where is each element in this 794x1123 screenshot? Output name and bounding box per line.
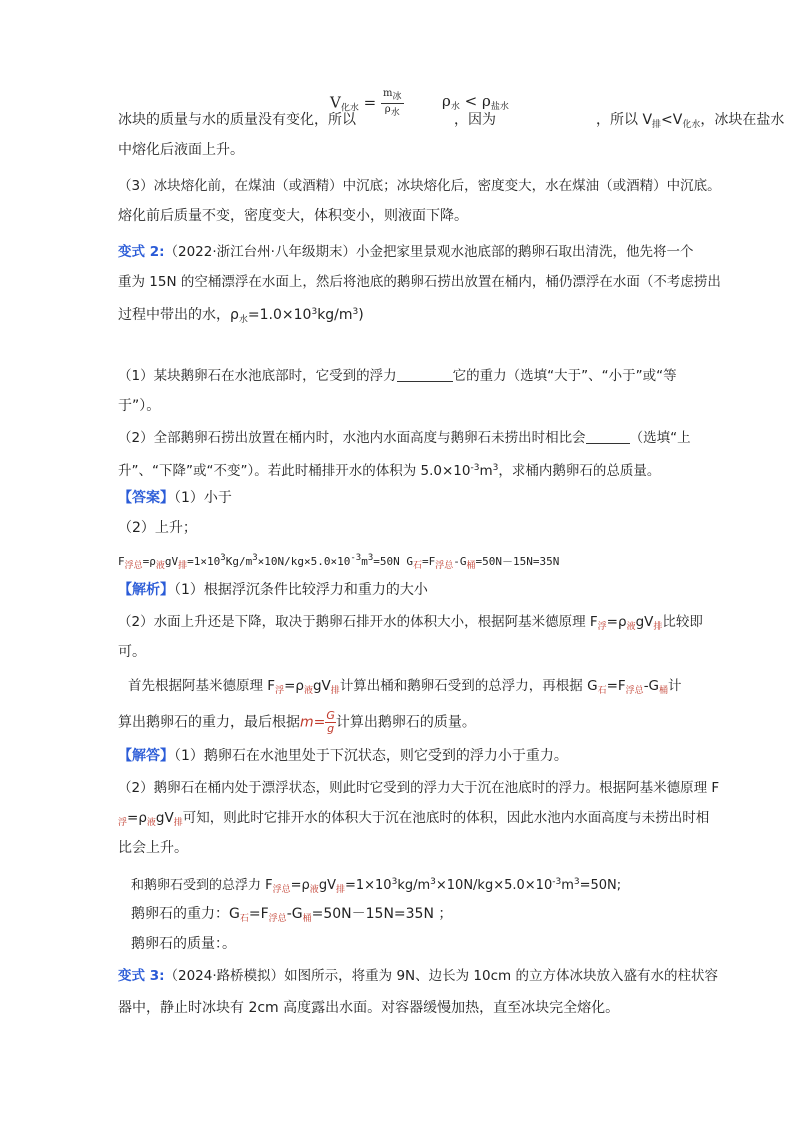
question-2: （2）全部鹅卵石捞出放置在桶内时，水池内水面高度与鹅卵石未捞出时相比会 （选填“上 xyxy=(118,430,691,446)
paragraph-line: 比会上升。 xyxy=(118,840,188,856)
paragraph-line: $_浮=\rho_液gV_排$可知，则此时它排开水的体积大于沉在池底时的体积，因此水池内水面高度与未捞出时相 xyxy=(118,810,710,828)
paragraph-line: 可。 xyxy=(118,644,146,660)
paragraph-line: 器中，静止时冰块有 2cm 高度露出水面。对容器缓慢加热，直至冰块完全熔化。 xyxy=(118,1000,620,1016)
paragraph-line: 熔化前后质量不变，密度变大，体积变小，则液面下降。 xyxy=(118,208,468,224)
analysis-line: 【解析】（1）根据浮沉条件比较浮力和重力的大小 xyxy=(118,582,428,598)
paragraph-line: 于”）。 xyxy=(118,398,161,414)
paragraph-line: 升”、“下降”或“不变”）。若此时桶排开水的体积为 $5.0\times 10^{-3}m^3$，求桶内鹅卵石的总质量。 xyxy=(118,463,661,479)
solution-line: 【解答】（1）鹅卵石在水池里处于下沉状态，则它受到的浮力小于重力。 xyxy=(118,748,568,764)
paragraph-line: （2）鹅卵石在桶内处于漂浮状态，则此时它受到的浮力大于沉在池底时的浮力。根据阿基米德原理 F xyxy=(118,780,720,796)
variant-2-label: 变式 2: xyxy=(118,244,165,260)
answer-line: 【答案】（1）小于 xyxy=(118,490,232,506)
paragraph-line: 中熔化后液面上升。 xyxy=(118,142,244,158)
answer-blank xyxy=(586,429,630,444)
paragraph-line: （2）上升； xyxy=(118,520,197,536)
paragraph-line: 和鹅卵石受到的总浮力 $F_{浮总}=\rho_液gV_排=1\times 10^3kg/m^3\times 10N/kg\times 5.0\times 10^{-3}m^3=50N$; xyxy=(131,877,622,895)
formula-line: $F_{浮总}=\rho_液gV_排=1\times 10^3Kg/m^3\times 10N/kg\times 5.0\times 10^{-3}m^3=50N$ $G_石=F_{浮总}-G_桶=50N-15N=35N$ xyxy=(118,553,560,571)
paragraph-line: 鹅卵石的质量：。 xyxy=(131,936,236,952)
analysis-label: 【解析】 xyxy=(118,582,174,598)
variant-2-line: 变式 2:（2022·浙江台州·八年级期末）小金把家里景观水池底部的鹅卵石取出清洗，他先将一个 xyxy=(118,244,694,260)
solution-label: 【解答】 xyxy=(118,748,174,764)
paragraph-line: （2）水面上升还是下降，取决于鹅卵石排开水的体积大小，根据阿基米德原理 $F_浮=\rho_液gV_排$比较即 xyxy=(118,614,703,632)
answer-label: 【答案】 xyxy=(118,490,174,506)
paragraph-line: 冰块的质量与水的质量没有变化，所以 ，因为 ，所以 $V_排<V_{化水}$，冰块在盐水 xyxy=(118,112,785,130)
paragraph-line: 重为 15N 的空桶漂浮在水面上，然后将池底的鹅卵石捞出放置在桶内，桶仍漂浮在水面（不考虑捞出 xyxy=(118,274,721,290)
paragraph-line: 首先根据阿基米德原理 $F_浮=\rho_液gV_排$计算出桶和鹅卵石受到的总浮力，再根据 $G_石=F_{浮总}-G_桶$计 xyxy=(128,678,682,696)
gravity-fraction: $\frac{G}{g}$ xyxy=(326,709,335,735)
question-1: （1）某块鹅卵石在水池底部时，它受到的浮力 它的重力（选填“大于”、“小于”或“等 xyxy=(118,368,677,384)
paragraph-line: 算出鹅卵石的重力，最后根据m= $\frac{G}{g}$ 计算出鹅卵石的质量。 xyxy=(118,709,476,735)
paragraph-line: 鹅卵石的重力：$G_石=F_{浮总}-G_桶=50N-15N=35N$ ； xyxy=(131,906,453,924)
variant-3-line: 变式 3:（2024·路桥模拟）如图所示，将重为 9N、边长为 10cm 的立方体冰块放入盛有水的柱状容 xyxy=(118,968,718,984)
density-inequality: $\rho_水 < \rho_{盐水}$ xyxy=(442,92,509,112)
paragraph-line: 过程中带出的水，$\rho_水=1.0\times 10^3kg/m^3$) xyxy=(118,307,364,325)
mass-over-density-fraction: $\frac{\text{m冰}}{\text{ρ水}}$ xyxy=(383,88,402,118)
answer-blank xyxy=(397,367,453,382)
paragraph-line: （3）冰块熔化前，在煤油（或酒精）中沉底；冰块熔化后，密度变大，水在煤油（或酒精）中沉底。 xyxy=(118,178,721,194)
variant-3-label: 变式 3: xyxy=(118,968,165,984)
volume-equation: $V_{化水}$ = $\frac{\text{m冰}}{\text{ρ水}}$ xyxy=(330,88,402,118)
